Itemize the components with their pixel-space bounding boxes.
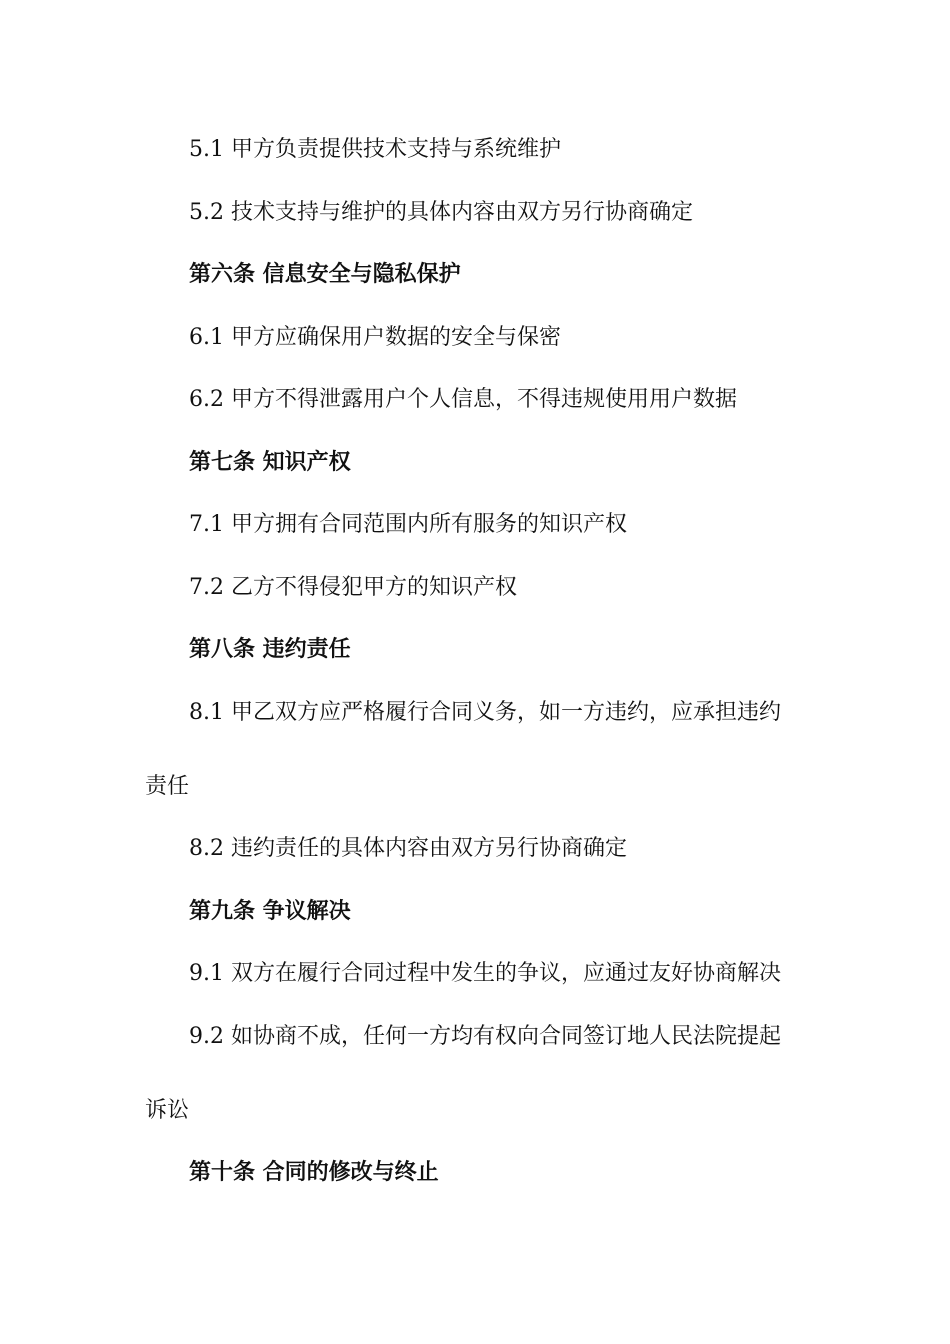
clause-9-2-continuation: 诉讼	[145, 1097, 190, 1123]
article-8-heading: 第八条 违约责任	[189, 637, 351, 662]
clause-8-1-continuation: 责任	[145, 773, 190, 799]
clause-6-2: 6.2 甲方不得泄露用户个人信息，不得违规使用用户数据	[189, 387, 737, 412]
clause-7-1: 7.1 甲方拥有合同范围内所有服务的知识产权	[189, 512, 627, 537]
clause-8-1: 8.1 甲乙双方应严格履行合同义务，如一方违约，应承担违约	[189, 699, 781, 725]
article-10-heading: 第十条 合同的修改与终止	[189, 1160, 439, 1185]
contract-body	[145, 130, 810, 1216]
article-7-heading: 第七条 知识产权	[189, 449, 351, 475]
article-6-heading: 第六条 信息安全与隐私保护	[189, 262, 461, 287]
clause-9-2: 9.2 如协商不成，任何一方均有权向合同签订地人民法院提起	[189, 1023, 781, 1049]
clause-9-1: 9.1 双方在履行合同过程中发生的争议，应通过友好协商解决	[189, 961, 781, 986]
clause-5-2: 5.2 技术支持与维护的具体内容由双方另行协商确定	[189, 199, 693, 225]
article-9-heading: 第九条 争议解决	[189, 898, 351, 924]
clause-8-2: 8.2 违约责任的具体内容由双方另行协商确定	[189, 836, 627, 861]
clause-6-1: 6.1 甲方应确保用户数据的安全与保密	[189, 324, 561, 350]
clause-7-2: 7.2 乙方不得侵犯甲方的知识产权	[189, 574, 517, 600]
clause-5-1: 5.1 甲方负责提供技术支持与系统维护	[189, 137, 561, 162]
